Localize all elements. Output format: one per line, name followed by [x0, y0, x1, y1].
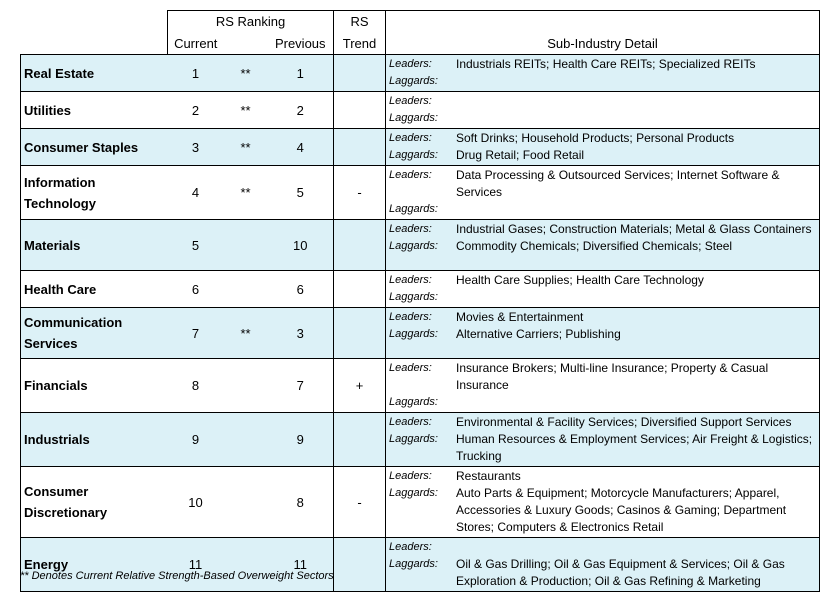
laggards-label: Laggards: — [389, 487, 438, 499]
current-rank: 1 — [168, 55, 224, 92]
leaders-label: Leaders: — [389, 223, 432, 235]
sector-name: Consumer Discretionary — [21, 467, 168, 538]
current-rank: 10 — [168, 467, 224, 538]
sector-name: Energy — [21, 538, 168, 592]
overweight-mark — [224, 538, 268, 592]
current-rank: 3 — [168, 129, 224, 166]
leaders-value: Industrials REITs; Health Care REITs; Specialized REITs — [456, 57, 756, 71]
leaders-line — [389, 272, 817, 289]
sub-industry-detail — [386, 308, 820, 359]
table-row — [21, 538, 820, 592]
laggards-label: Laggards: — [389, 203, 438, 215]
rs-trend — [334, 55, 386, 92]
laggards-value: Alternative Carriers; Publishing — [456, 327, 621, 341]
previous-rank: 5 — [268, 166, 334, 220]
previous-header: Previous — [268, 33, 334, 55]
rs-header: RS — [334, 11, 386, 33]
leaders-value: Insurance Brokers; Multi-line Insurance; Property & Casual Insurance — [456, 361, 769, 392]
laggards-line — [389, 147, 817, 164]
table-row — [21, 220, 820, 271]
sub-industry-detail — [386, 359, 820, 413]
leaders-line — [389, 414, 817, 431]
sector-name: Real Estate — [21, 55, 168, 92]
rs-trend — [334, 220, 386, 271]
laggards-value: Oil & Gas Drilling; Oil & Gas Equipment & Services; Oil & Gas Exploration & Production; Oil & Gas Refining & Marketing — [456, 557, 785, 588]
current-header: Current — [168, 33, 224, 55]
laggards-value — [456, 110, 817, 127]
previous-rank: 9 — [268, 413, 334, 467]
leaders-label: Leaders: — [389, 132, 432, 144]
trend-header: Trend — [334, 33, 386, 55]
laggards-value — [456, 289, 817, 306]
sector-name: Health Care — [21, 271, 168, 308]
previous-rank: 11 — [268, 538, 334, 592]
sub-industry-detail — [386, 467, 820, 538]
leaders-line — [389, 221, 817, 238]
table-row — [21, 271, 820, 308]
laggards-line — [389, 394, 817, 411]
overweight-mark — [224, 271, 268, 308]
leaders-line — [389, 468, 817, 485]
current-rank: 6 — [168, 271, 224, 308]
sector-name: Industrials — [21, 413, 168, 467]
laggards-line — [389, 485, 817, 536]
leaders-label: Leaders: — [389, 416, 432, 428]
overweight-mark — [224, 467, 268, 538]
current-rank: 8 — [168, 359, 224, 413]
table-row — [21, 359, 820, 413]
laggards-value: Auto Parts & Equipment; Motorcycle Manufacturers; Apparel, Accessories & Luxury Goods; Casinos & Gaming; Department Stores; Computers & Electronics Retail — [456, 486, 787, 534]
overweight-mark: ** — [224, 166, 268, 220]
table-row — [21, 467, 820, 538]
leaders-value — [456, 93, 817, 110]
table-row — [21, 308, 820, 359]
leaders-line — [389, 167, 817, 201]
current-rank: 9 — [168, 413, 224, 467]
laggards-label: Laggards: — [389, 240, 438, 252]
leaders-line — [389, 130, 817, 147]
laggards-line — [389, 73, 817, 90]
leaders-value: Environmental & Facility Services; Diversified Support Services — [456, 415, 792, 429]
sub-industry-detail — [386, 166, 820, 220]
previous-rank: 8 — [268, 467, 334, 538]
current-rank: 11 — [168, 538, 224, 592]
overweight-mark — [224, 220, 268, 271]
detail-header: Sub-Industry Detail — [386, 33, 820, 55]
footnote: ** Denotes Current Relative Strength-Based Overweight Sectors — [20, 570, 334, 582]
overweight-mark: ** — [224, 92, 268, 129]
leaders-value: Movies & Entertainment — [456, 310, 584, 324]
sector-name: Communication Services — [21, 308, 168, 359]
overweight-mark: ** — [224, 308, 268, 359]
current-rank: 2 — [168, 92, 224, 129]
laggards-line — [389, 238, 817, 255]
previous-rank: 3 — [268, 308, 334, 359]
laggards-line — [389, 556, 817, 590]
leaders-value: Industrial Gases; Construction Materials; Metal & Glass Containers — [456, 222, 812, 236]
laggards-value: Human Resources & Employment Services; Air Freight & Logistics; Trucking — [456, 432, 813, 463]
sub-industry-detail — [386, 129, 820, 166]
table-row — [21, 92, 820, 129]
leaders-line — [389, 56, 817, 73]
sub-industry-detail — [386, 92, 820, 129]
sub-industry-detail — [386, 538, 820, 592]
rs-ranking-header: RS Ranking — [168, 11, 334, 33]
leaders-label: Leaders: — [389, 169, 432, 181]
previous-rank: 4 — [268, 129, 334, 166]
rs-trend: + — [334, 359, 386, 413]
sector-name: Information Technology — [21, 166, 168, 220]
laggards-line — [389, 289, 817, 306]
leaders-value — [456, 539, 817, 556]
laggards-label: Laggards: — [389, 112, 438, 124]
laggards-line — [389, 201, 817, 218]
leaders-label: Leaders: — [389, 95, 432, 107]
leaders-value: Data Processing & Outsourced Services; Internet Software & Services — [456, 168, 780, 199]
current-rank: 5 — [168, 220, 224, 271]
previous-rank: 2 — [268, 92, 334, 129]
laggards-label: Laggards: — [389, 558, 438, 570]
laggards-label: Laggards: — [389, 75, 438, 87]
sector-name: Utilities — [21, 92, 168, 129]
previous-rank: 10 — [268, 220, 334, 271]
laggards-value — [456, 201, 817, 218]
rs-trend — [334, 538, 386, 592]
laggards-value: Commodity Chemicals; Diversified Chemicals; Steel — [456, 239, 733, 253]
rs-trend: - — [334, 166, 386, 220]
laggards-label: Laggards: — [389, 433, 438, 445]
leaders-label: Leaders: — [389, 362, 432, 374]
sub-industry-detail — [386, 220, 820, 271]
leaders-value: Soft Drinks; Household Products; Personal Products — [456, 131, 735, 145]
rs-trend — [334, 271, 386, 308]
rs-trend — [334, 129, 386, 166]
previous-rank: 7 — [268, 359, 334, 413]
table-row — [21, 413, 820, 467]
sector-name: Consumer Staples — [21, 129, 168, 166]
leaders-value: Restaurants — [456, 469, 521, 483]
laggards-value — [456, 73, 817, 90]
sub-industry-detail — [386, 55, 820, 92]
overweight-mark: ** — [224, 129, 268, 166]
laggards-line — [389, 326, 817, 343]
current-rank: 4 — [168, 166, 224, 220]
leaders-line — [389, 93, 817, 110]
leaders-value: Health Care Supplies; Health Care Technology — [456, 273, 704, 287]
sector-ranking-table — [20, 10, 820, 592]
laggards-value — [456, 394, 817, 411]
rs-trend — [334, 413, 386, 467]
leaders-label: Leaders: — [389, 58, 432, 70]
overweight-mark: ** — [224, 55, 268, 92]
table-row — [21, 129, 820, 166]
rs-trend — [334, 92, 386, 129]
rs-trend — [334, 308, 386, 359]
leaders-label: Leaders: — [389, 274, 432, 286]
sector-name: Financials — [21, 359, 168, 413]
sub-industry-detail — [386, 413, 820, 467]
sector-name: Materials — [21, 220, 168, 271]
previous-rank: 1 — [268, 55, 334, 92]
table-row — [21, 166, 820, 220]
overweight-mark — [224, 359, 268, 413]
laggards-label: Laggards: — [389, 328, 438, 340]
leaders-line — [389, 309, 817, 326]
previous-rank: 6 — [268, 271, 334, 308]
laggards-line — [389, 110, 817, 127]
laggards-label: Laggards: — [389, 291, 438, 303]
leaders-label: Leaders: — [389, 541, 432, 553]
leaders-line — [389, 360, 817, 394]
rs-trend: - — [334, 467, 386, 538]
laggards-value: Drug Retail; Food Retail — [456, 148, 585, 162]
laggards-line — [389, 431, 817, 465]
laggards-label: Laggards: — [389, 396, 438, 408]
overweight-mark — [224, 413, 268, 467]
leaders-label: Leaders: — [389, 470, 432, 482]
table-row — [21, 55, 820, 92]
laggards-label: Laggards: — [389, 149, 438, 161]
sub-industry-detail — [386, 271, 820, 308]
leaders-label: Leaders: — [389, 311, 432, 323]
leaders-line — [389, 539, 817, 556]
current-rank: 7 — [168, 308, 224, 359]
